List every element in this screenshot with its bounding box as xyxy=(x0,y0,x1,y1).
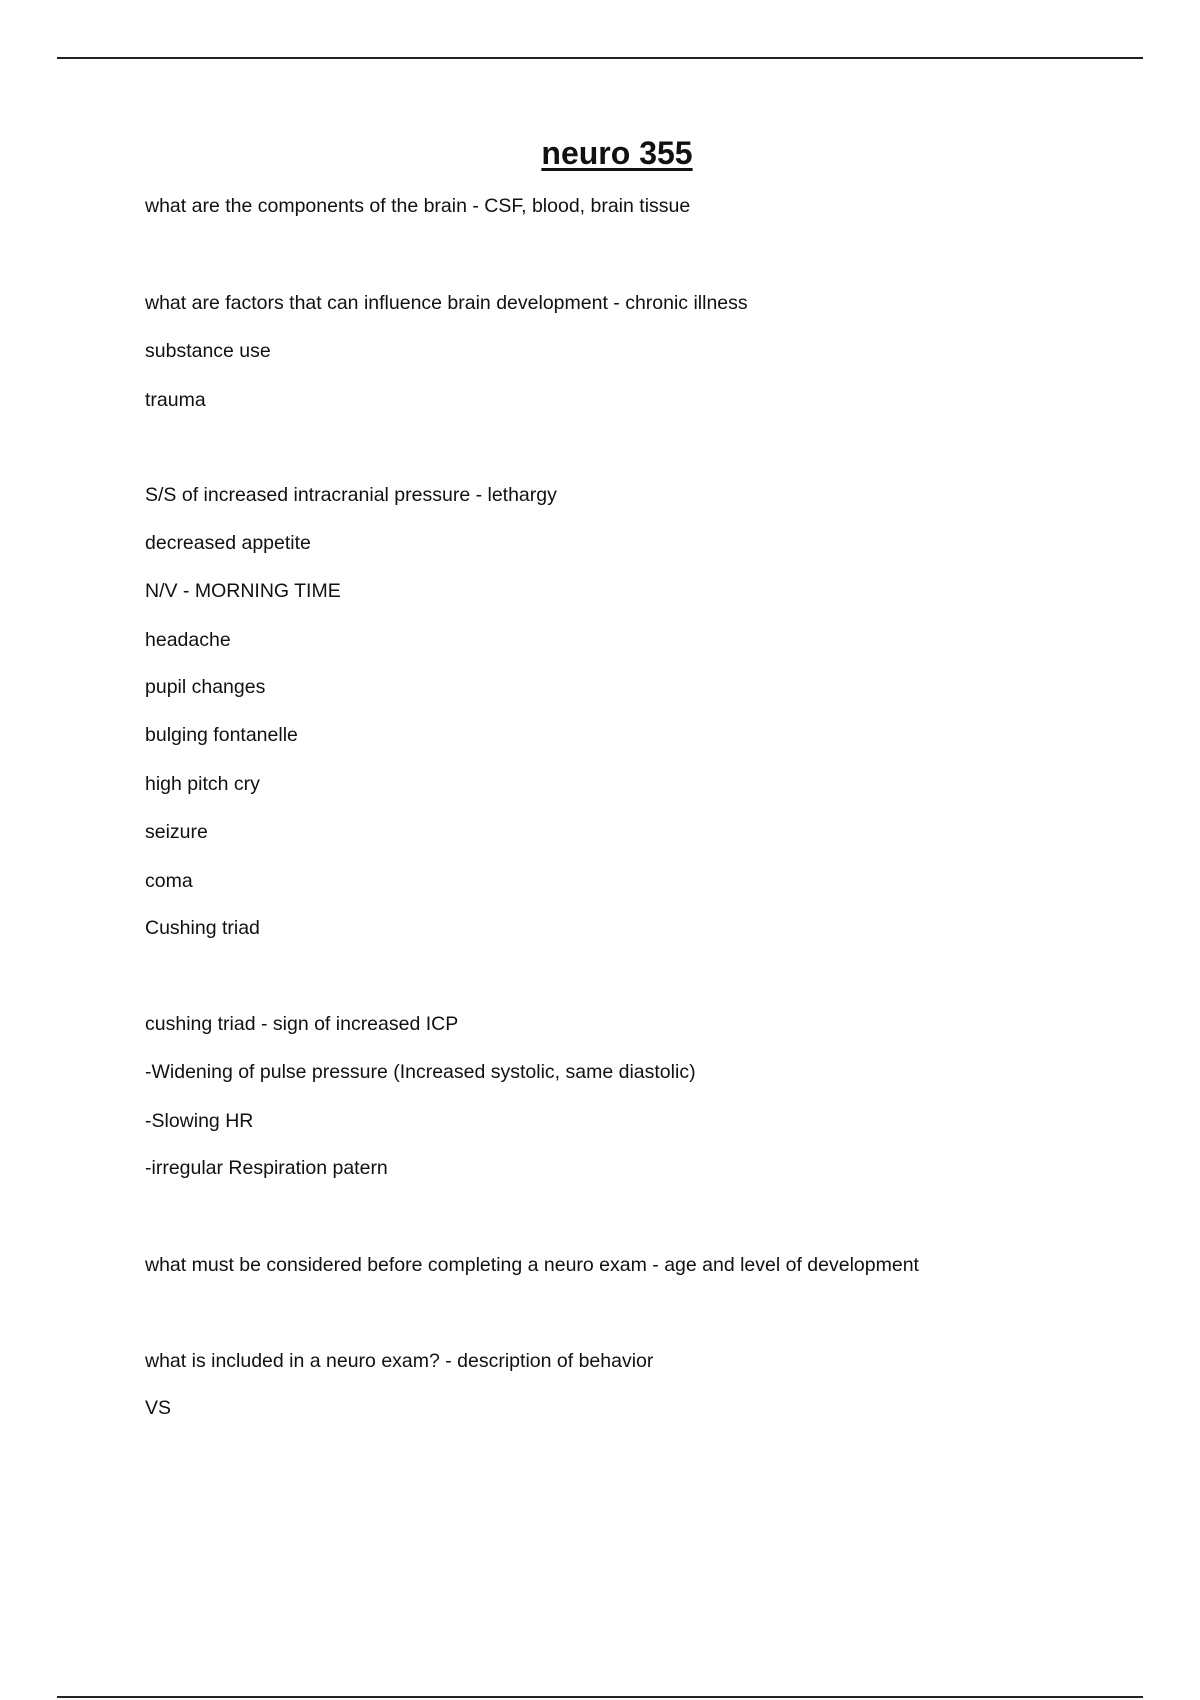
text-line: VS xyxy=(145,1397,172,1419)
text-line: substance use xyxy=(145,340,271,362)
document-title: neuro 355 xyxy=(541,135,693,171)
text-line: what are factors that can influence brain development - chronic illness xyxy=(145,292,748,314)
text-line: high pitch cry xyxy=(145,773,260,795)
text-line: seizure xyxy=(145,821,208,843)
top-divider xyxy=(57,57,1143,59)
text-line: decreased appetite xyxy=(145,532,311,554)
text-line: -Widening of pulse pressure (Increased systolic, same diastolic) xyxy=(145,1061,696,1083)
bottom-divider xyxy=(57,1696,1143,1698)
text-line: trauma xyxy=(145,389,206,411)
text-line: -irregular Respiration patern xyxy=(145,1157,388,1179)
text-line: coma xyxy=(145,870,193,892)
text-line: -Slowing HR xyxy=(145,1110,254,1132)
text-line: cushing triad - sign of increased ICP xyxy=(145,1013,459,1035)
text-line: what must be considered before completing a neuro exam - age and level of development xyxy=(145,1254,919,1276)
text-line: S/S of increased intracranial pressure - lethargy xyxy=(145,484,557,506)
text-line: Cushing triad xyxy=(145,917,260,939)
text-line: headache xyxy=(145,629,231,651)
text-line: pupil changes xyxy=(145,676,266,698)
text-line: what are the components of the brain - CSF, blood, brain tissue xyxy=(145,195,691,217)
text-line: N/V - MORNING TIME xyxy=(145,580,341,602)
text-line: what is included in a neuro exam? - description of behavior xyxy=(145,1350,654,1372)
text-line: bulging fontanelle xyxy=(145,724,298,746)
